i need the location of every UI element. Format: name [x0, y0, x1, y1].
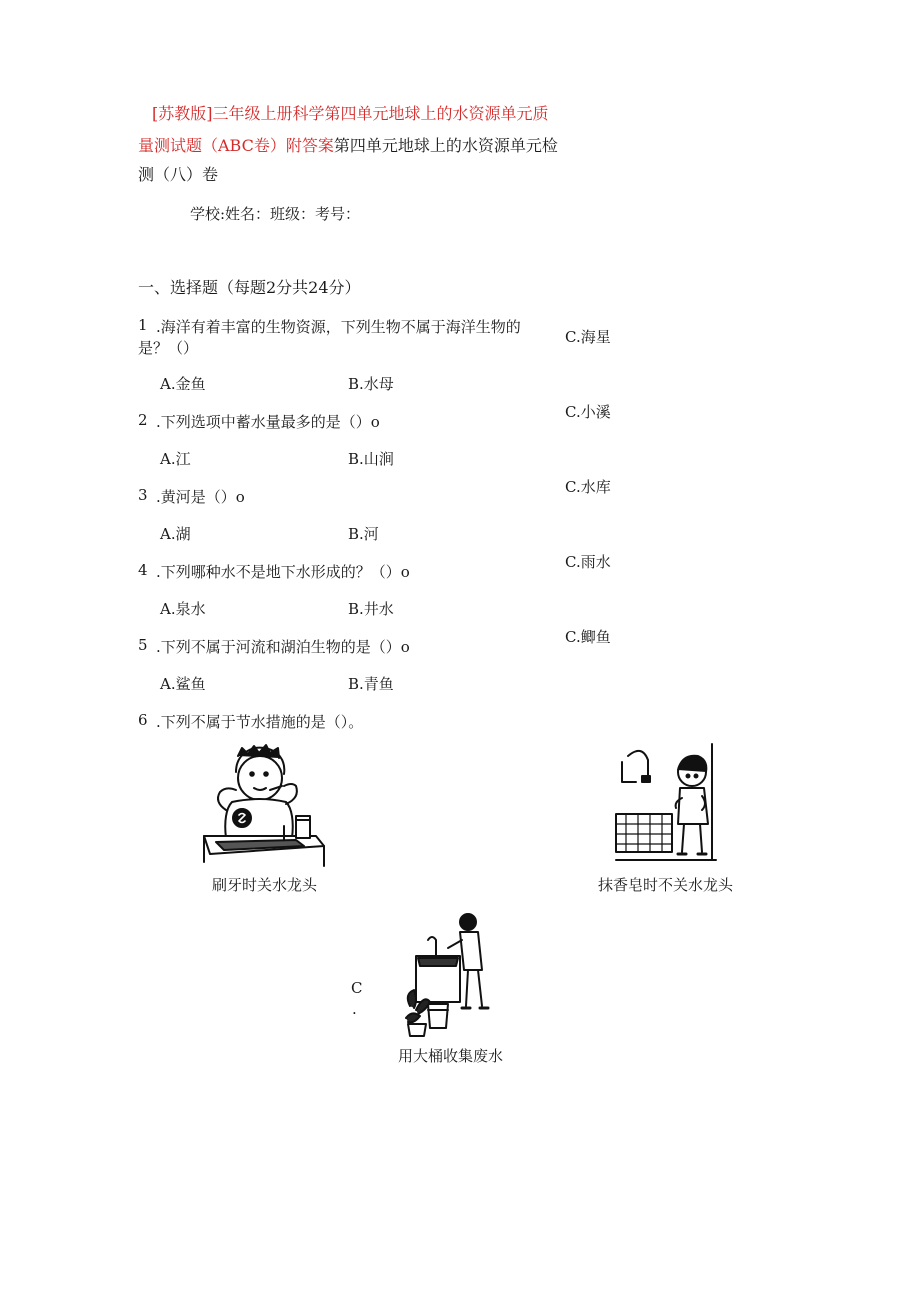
question-4-option-b[interactable]: B.井水 [348, 600, 394, 618]
question-4-number: 4 [138, 561, 148, 579]
question-5-option-a[interactable]: A.鲨鱼 [160, 675, 206, 693]
soap-tap-running-illustration[interactable] [612, 742, 720, 864]
collect-waste-water-illustration[interactable] [402, 910, 494, 1040]
brushing-teeth-illustration[interactable] [196, 742, 328, 870]
question-1-option-a[interactable]: A.金鱼 [160, 375, 206, 393]
question-2-option-b[interactable]: B.山涧 [348, 450, 394, 468]
image-c-caption: 用大桶收集废水 [398, 1047, 504, 1065]
question-2-option-a[interactable]: A.江 [160, 450, 191, 468]
question-3-text: .黄河是（）o [156, 488, 245, 506]
question-1-option-c[interactable]: C.海星 [565, 328, 611, 346]
question-3-option-b[interactable]: B.河 [348, 525, 379, 543]
question-1-number: 1 [138, 316, 148, 334]
question-6-number: 6 [138, 711, 148, 729]
question-5-option-b[interactable]: B.青鱼 [348, 675, 394, 693]
title-line-2 [138, 135, 558, 157]
question-3-option-a[interactable]: A.湖 [160, 525, 191, 543]
question-6-text: .下列不属于节水措施的是（）。 [156, 713, 364, 731]
question-2-option-c[interactable]: C.小溪 [565, 403, 611, 421]
question-4-text: .下列哪种水不是地下水形成的？（）o [156, 563, 410, 581]
question-4-option-c[interactable]: C.雨水 [565, 553, 611, 571]
question-4-option-a[interactable]: A.泉水 [160, 600, 206, 618]
title-line-1: [苏教版]三年级上册科学第四单元地球上的水资源单元质 [152, 104, 549, 123]
section-heading: 一、选择题（每题2分共24分） [138, 278, 361, 297]
image-b-caption: 抹香皂时不关水龙头 [598, 876, 734, 894]
question-3-number: 3 [138, 486, 148, 504]
image-a-caption: 刷牙时关水龙头 [212, 876, 318, 894]
question-5-number: 5 [138, 636, 148, 654]
title-line-2-red: 量测试题（ABC卷）附答案 [138, 136, 334, 155]
image-c-label: C [351, 979, 363, 997]
question-3-option-c[interactable]: C.水库 [565, 478, 611, 496]
title-line-3: 测（八）卷 [138, 165, 219, 184]
question-2-text: .下列选项中蓄水量最多的是（）o [156, 413, 380, 431]
question-1-text-cont: 是？（） [138, 339, 199, 357]
question-5-option-c[interactable]: C.鲫鱼 [565, 628, 611, 646]
question-1-text: .海洋有着丰富的生物资源，下列生物不属于海洋生物的 [156, 318, 521, 336]
image-c-label-dot: . [352, 1000, 357, 1018]
title-line-2-black: 第四单元地球上的水资源单元检 [333, 136, 558, 155]
question-2-number: 2 [138, 411, 148, 429]
student-info: 学校:姓名：班级：考号： [190, 205, 361, 223]
question-1-option-b[interactable]: B.水母 [348, 375, 394, 393]
question-5-text: .下列不属于河流和湖泊生物的是（）o [156, 638, 410, 656]
